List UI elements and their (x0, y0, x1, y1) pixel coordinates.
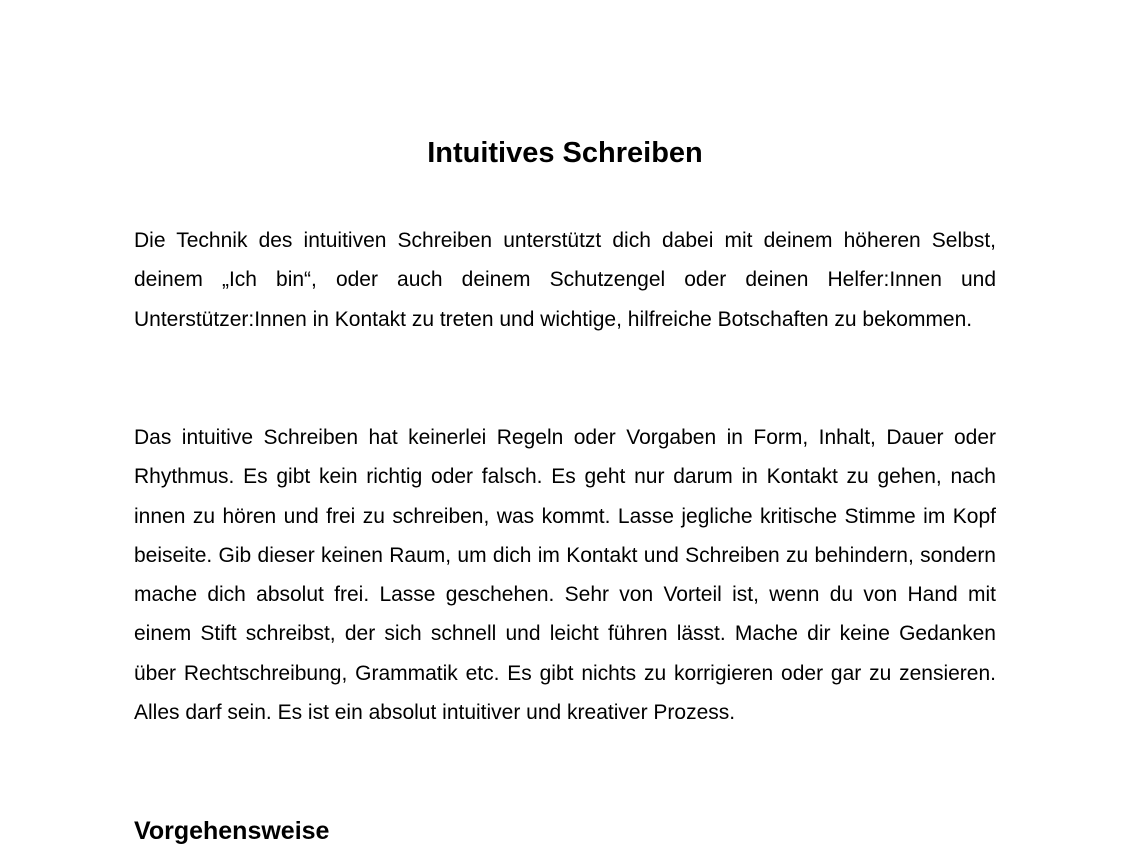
document-title: Intuitives Schreiben (427, 137, 703, 169)
paragraph-rules: Das intuitive Schreiben hat keinerlei Regeln oder Vorgaben in Form, Inhalt, Dauer oder Rhythmus. Es gibt kein richtig oder falsch. Es geht nur darum in Kontakt zu gehen, nach innen zu hören und frei zu schreiben, was kommt. Lasse jegliche kritische Stimme im Kopf beiseite. Gib dieser keinen Raum, um dich im Kontakt und Schreiben zu behindern, sondern mache dich absolut frei. Lasse geschehen. Sehr von Vorteil ist, wenn du von Hand mit einem Stift schreibst, der sich schnell und leicht führen lässt. Mache dir keine Gedanken über Rechtschreibung, Grammatik etc. Es gibt nichts zu korrigieren oder gar zu zensieren. Alles darf sein. Es ist ein absolut intuitiver und kreativer Prozess. (134, 426, 996, 725)
section-heading-vorgehensweise: Vorgehensweise (134, 817, 330, 845)
paragraph-intro: Die Technik des intuitiven Schreiben unterstützt dich dabei mit deinem höheren Selbst, deinem „Ich bin“, oder auch deinem Schutzengel oder deinen Helfer:Innen und Unterstützer:Innen in Kontakt zu treten und wichtige, hilfreiche Botschaften zu bekommen. (134, 229, 996, 331)
